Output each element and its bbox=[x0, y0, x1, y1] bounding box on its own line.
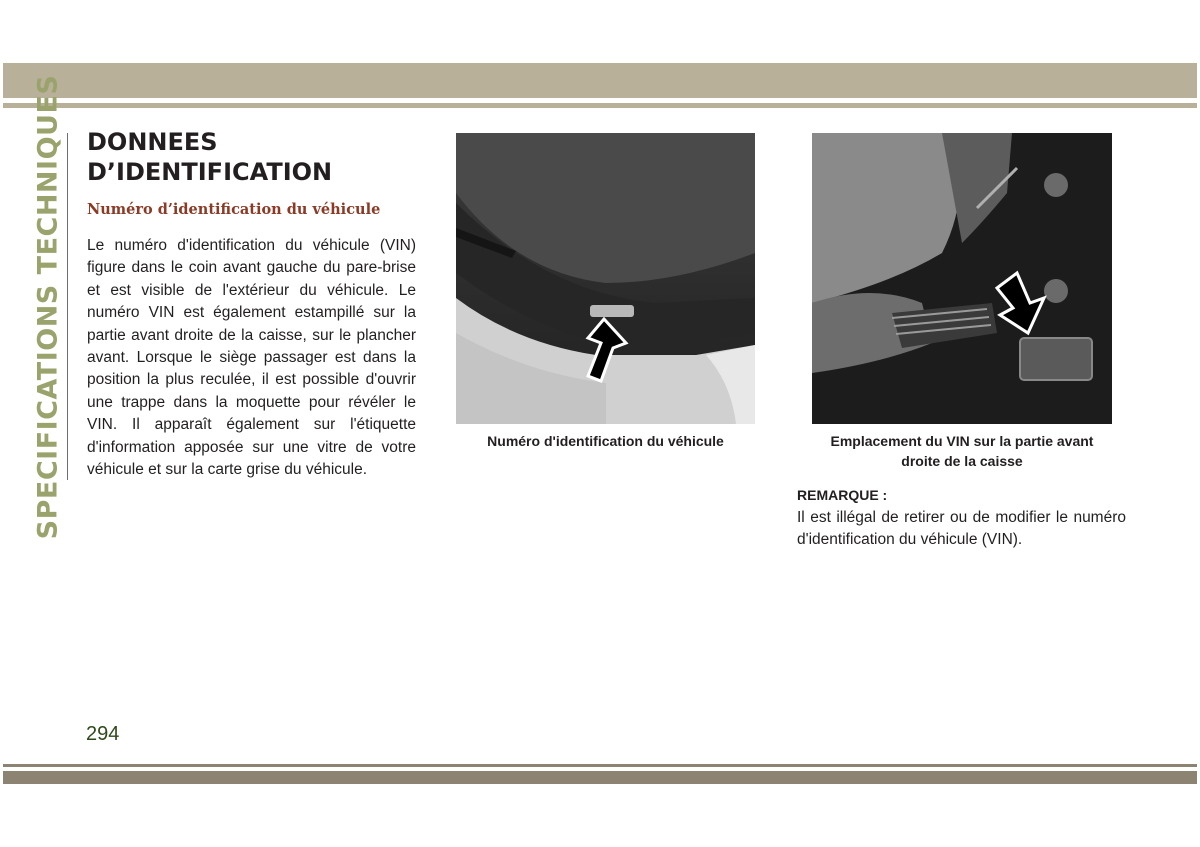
page-title: DONNEES D’IDENTIFICATION bbox=[87, 128, 333, 186]
section-tab-label: SPECIFICATIONS TECHNIQUES bbox=[32, 74, 64, 539]
section-subtitle: Numéro d’identification du véhicule bbox=[87, 201, 381, 218]
page-number: 294 bbox=[86, 723, 120, 745]
section-divider bbox=[67, 133, 68, 480]
note-label: REMARQUE : bbox=[797, 487, 888, 503]
note-text: Il est illégal de retirer ou de modifier le numéro d'identification du véhicule (VIN). bbox=[797, 509, 1126, 549]
header-rule bbox=[3, 103, 1197, 108]
header-band bbox=[3, 63, 1197, 98]
footer-band bbox=[3, 771, 1197, 784]
figure-caption-windshield: Numéro d'identification du véhicule bbox=[487, 433, 724, 449]
footer-rule bbox=[3, 764, 1197, 767]
section-tab bbox=[28, 74, 68, 539]
figure-caption-floor: Emplacement du VIN sur la partie avant droite de la caisse bbox=[830, 433, 1094, 469]
body-paragraph: Le numéro d'identification du véhicule (VIN) figure dans le coin avant gauche du pare-brise et est visible de l'extérieur du véhicule. Le numéro VIN est également estampillé sur la partie avant droite de la caisse, sur le plancher avant. Lorsque le siège passager est dans la position la plus reculée, il est possible d'ouvrir une trappe dans la moquette pour révéler le VIN. Il apparaît également sur l'étiquette d'information apposée sur une vitre de votre véhicule et sur la carte grise du véhicule. bbox=[87, 237, 416, 479]
windshield-vin-photo bbox=[456, 133, 755, 424]
floor-vin-photo bbox=[812, 133, 1112, 424]
